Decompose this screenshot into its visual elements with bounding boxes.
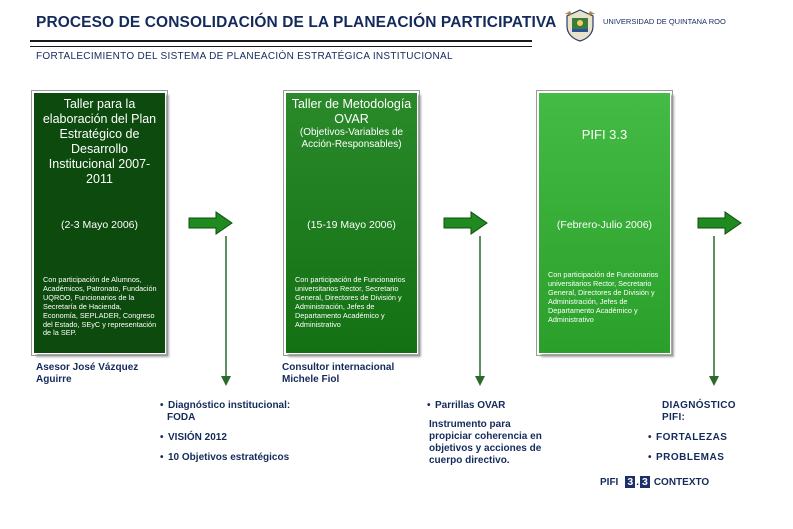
arrow-down-icon [708, 236, 720, 386]
output-text: 10 Objetivos estratégicos [168, 452, 290, 463]
output-item-problems [648, 452, 724, 464]
output-text: PROBLEMAS [656, 452, 725, 463]
stage-box-strategic-plan [33, 92, 166, 354]
stage-title: Taller para la elaboración del Plan Estratégico de Desarrollo Institucional 2007-2011 [42, 97, 157, 186]
page-subtitle: FORTALECIMIENTO DEL SISTEMA DE PLANEACIÓN ESTRATÉGICA INSTITUCIONAL [36, 51, 453, 62]
stage-description: Con participación de Alumnos, Académicos, Patronato, Fundación UQROO, Funcionarios de la Secretaría de Hacienda, Economía, SEPLADER, Congreso del Estado, SEyC y representación de la SEP. [43, 275, 157, 338]
context-label: CONTEXTO [653, 476, 710, 488]
output-item-foda [167, 412, 195, 424]
output-text: FORTALEZAS [656, 432, 728, 443]
pifi-version-separator: . [636, 476, 639, 488]
stage-date: (Febrero-Julio 2006) [556, 219, 653, 231]
output-text: Diagnóstico institucional: [168, 400, 291, 411]
stage-description: Con participación de Funcionarios universitarios Rector, Secretario General, Directores de División y Administración, Jefes de Departamento Académico y Administrativo [548, 270, 659, 324]
stage-title: PIFI 3.3 [581, 127, 628, 142]
bullet-icon: • [160, 400, 164, 411]
bullet-icon: • [427, 400, 431, 411]
pifi-version-minor: 3 [641, 476, 648, 488]
output-text: FODA [167, 412, 196, 423]
stage-title-subtitle: (Objetivos-Variables de Acción-Responsables) [299, 127, 404, 150]
title-rule-thick [30, 40, 532, 42]
stage-description: Con participación de Funcionarios universitarios Rector, Secretario General, Directores de División y Administración, Jefes de Departamento Académico y Administrativo [295, 275, 406, 329]
output-item-vision [160, 432, 227, 444]
university-logo-icon [563, 8, 597, 42]
title-rule-thin [30, 46, 532, 47]
university-name: UNIVERSIDAD DE QUINTANA ROO [603, 17, 726, 26]
stage-box-pifi [538, 92, 671, 354]
bullet-icon: • [160, 452, 164, 463]
output-text: VISIÓN 2012 [168, 432, 227, 443]
stage-date: (15-19 Mayo 2006) [307, 219, 396, 231]
output-text: Parrillas OVAR [435, 400, 506, 411]
pifi-context-row [600, 476, 709, 488]
arrow-right-icon [188, 210, 234, 236]
bullet-icon: • [648, 452, 653, 463]
pifi-version-major: 3 [627, 476, 634, 488]
output-item-diagnostic [160, 400, 290, 412]
stage-box-ovar-workshop [285, 92, 418, 354]
stage-title [290, 97, 413, 151]
arrow-down-icon [220, 236, 232, 386]
stage-date: (2-3 Mayo 2006) [60, 219, 139, 231]
output-heading-pifi: DIAGNÓSTICO PIFI: [662, 400, 736, 423]
output-item-parrillas [427, 400, 505, 412]
pifi-label: PIFI [600, 476, 619, 488]
output-description: Instrumento para propiciar coherencia en objetivos y acciones de cuerpo directivo. [429, 419, 542, 466]
output-item-objectives [160, 452, 289, 464]
arrow-right-icon [443, 210, 489, 236]
page-title: PROCESO DE CONSOLIDACIÓN DE LA PLANEACIÓN PARTICIPATIVA [36, 14, 557, 31]
arrow-right-icon [697, 210, 743, 236]
bullet-icon: • [160, 432, 164, 443]
arrow-down-icon [474, 236, 486, 386]
bullet-icon: • [648, 432, 653, 443]
consultant-label: Consultor internacional Michele Fiol [282, 362, 395, 385]
advisor-label: Asesor José Vázquez Aguirre [36, 362, 139, 385]
output-item-strengths [648, 432, 727, 444]
stage-title-main: Taller de Metodología OVAR [291, 97, 412, 126]
